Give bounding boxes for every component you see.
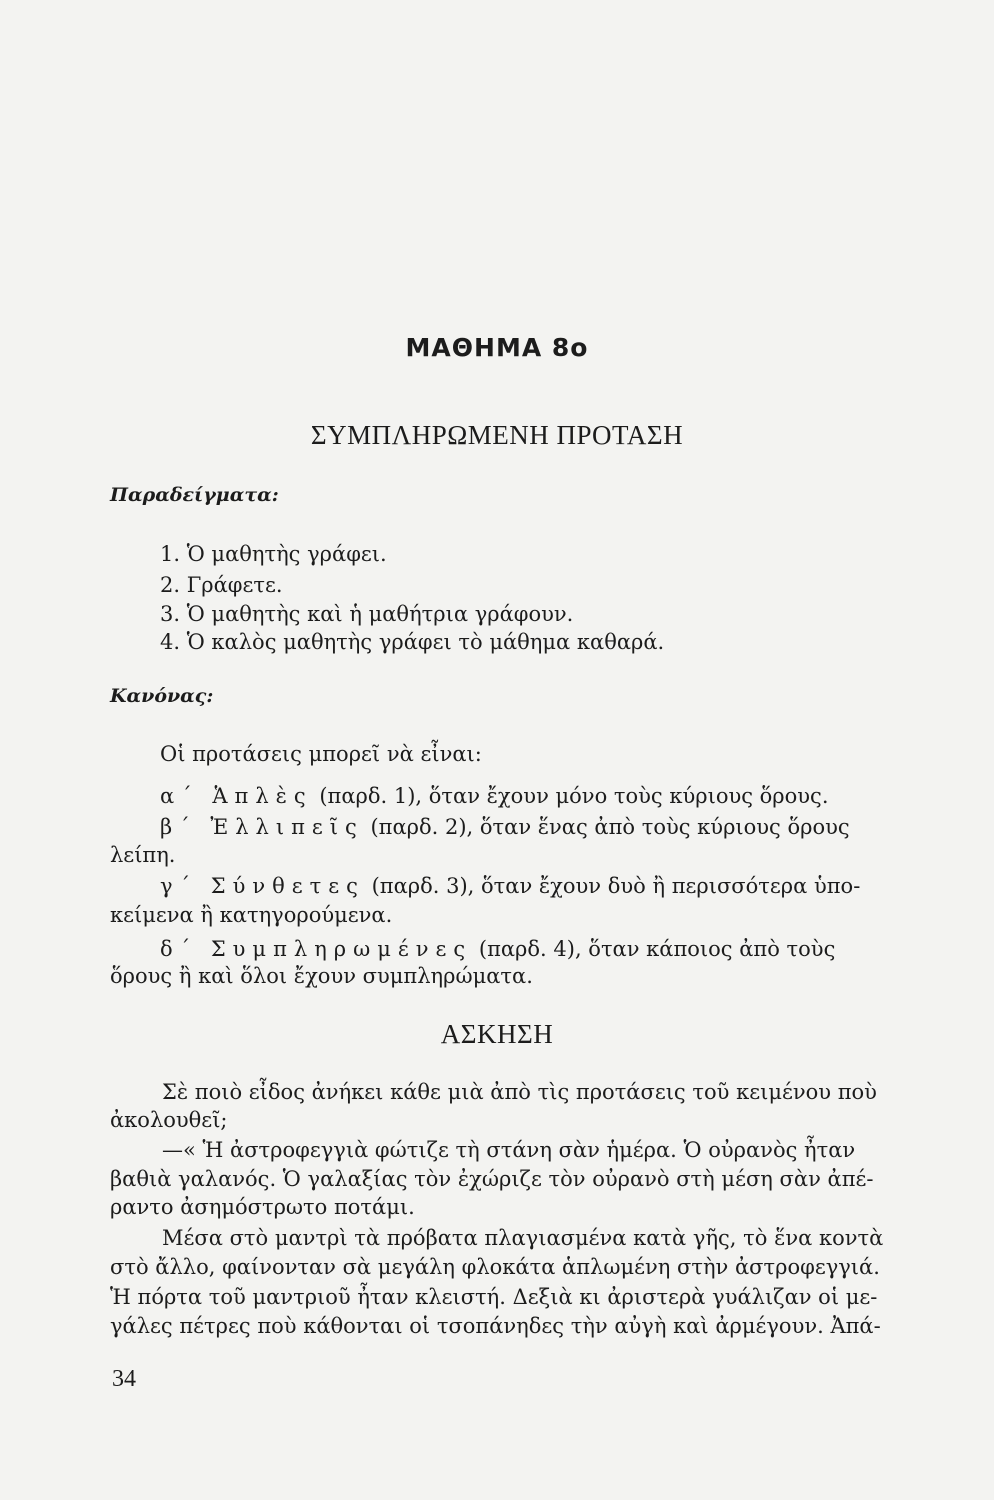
rule-c-term: γ΄ Σύνθετες: [160, 874, 365, 898]
rule-d-continuation: ὅρους ἢ καὶ ὅλοι ἔχουν συμπληρώματα.: [110, 964, 533, 988]
rule-b-text: (παρδ. 2), ὅταν ἕνας ἀπὸ τοὺς κύριους ὅρους: [370, 815, 850, 839]
exercise-question: Σὲ ποιὸ εἶδος ἀνήκει κάθε μιὰ ἀπὸ τὶς προτάσεις τοῦ κειμένου ποὺ: [162, 1080, 877, 1104]
rule-b: [160, 813, 936, 841]
rule-a-text: (παρδ. 1), ὅταν ἔχουν μόνο τοὺς κύριους ὅρους.: [319, 784, 829, 808]
exercise-text-line: γάλες πέτρες ποὺ κάθονται οἱ τσοπάνηδες τὴν αὐγὴ καὶ ἀρμέγουν. Ἀπά-: [110, 1314, 881, 1338]
rule-c: [160, 872, 936, 900]
rule-d: [160, 935, 936, 963]
example-3: 3. Ὁ μαθητὴς καὶ ἡ μαθήτρια γράφουν.: [160, 602, 574, 626]
rule-d-text: (παρδ. 4), ὅταν κάποιος ἀπὸ τοὺς: [478, 937, 836, 961]
rule-c-continuation: κείμενα ἢ κατηγορούμενα.: [110, 903, 393, 927]
exercise-text-line: βαθιὰ γαλανός. Ὁ γαλαξίας τὸν ἐχώριζε τὸν οὐρανὸ στὴ μέση σὰν ἀπέ-: [110, 1167, 874, 1191]
page-number: 34: [112, 1366, 136, 1392]
lesson-title: ΜΑΘΗΜΑ 8ο: [405, 333, 589, 362]
exercise-question-cont: ἀκολουθεῖ;: [110, 1108, 228, 1132]
rule-label: Κανόνας:: [110, 685, 214, 707]
examples-label: Παραδείγματα:: [110, 484, 279, 506]
exercise-text-line: στὸ ἄλλο, φαίνονταν σὰ μεγάλη φλοκάτα ἁπλωμένη στὴν ἀστροφεγγιά.: [110, 1255, 880, 1279]
exercise-text-line: —« Ἡ ἀστροφεγγιὰ φώτιζε τὴ στάνη σὰν ἡμέρα. Ὁ οὐρανὸς ἦταν: [162, 1138, 856, 1162]
example-2: 2. Γράφετε.: [160, 573, 283, 597]
rule-a: [160, 782, 829, 810]
rule-d-term: δ΄ Συμπληρωμένες: [160, 937, 473, 961]
exercise-title: ΑΣΚΗΣΗ: [440, 1019, 554, 1049]
rule-b-term: β΄ Ἐλλιπεῖς: [160, 815, 364, 839]
example-4: 4. Ὁ καλὸς μαθητὴς γράφει τὸ μάθημα καθαρά.: [160, 630, 665, 654]
exercise-text-line: Ἡ πόρτα τοῦ μαντριοῦ ἦταν κλειστή. Δεξιὰ κι ἀριστερὰ γυάλιζαν οἱ με-: [110, 1285, 878, 1309]
rule-b-continuation: λείπη.: [110, 843, 176, 867]
section-title: ΣΥΜΠΛΗΡΩΜΕΝΗ ΠΡΟΤΑΣΗ: [310, 420, 684, 450]
rule-c-text: (παρδ. 3), ὅταν ἔχουν δυὸ ἢ περισσότερα ὑπο-: [371, 874, 861, 898]
exercise-text-line: ραντο ἀσημόστρωτο ποτάμι.: [110, 1195, 415, 1219]
rules-intro: Οἱ προτάσεις μπορεῖ νὰ εἶναι:: [160, 742, 482, 766]
rule-a-term: α΄ Ἁπλὲς: [160, 784, 313, 808]
example-1: 1. Ὁ μαθητὴς γράφει.: [160, 542, 387, 566]
exercise-text-line: Μέσα στὸ μαντρὶ τὰ πρόβατα πλαγιασμένα κατὰ γῆς, τὸ ἕνα κοντὰ: [162, 1226, 884, 1250]
